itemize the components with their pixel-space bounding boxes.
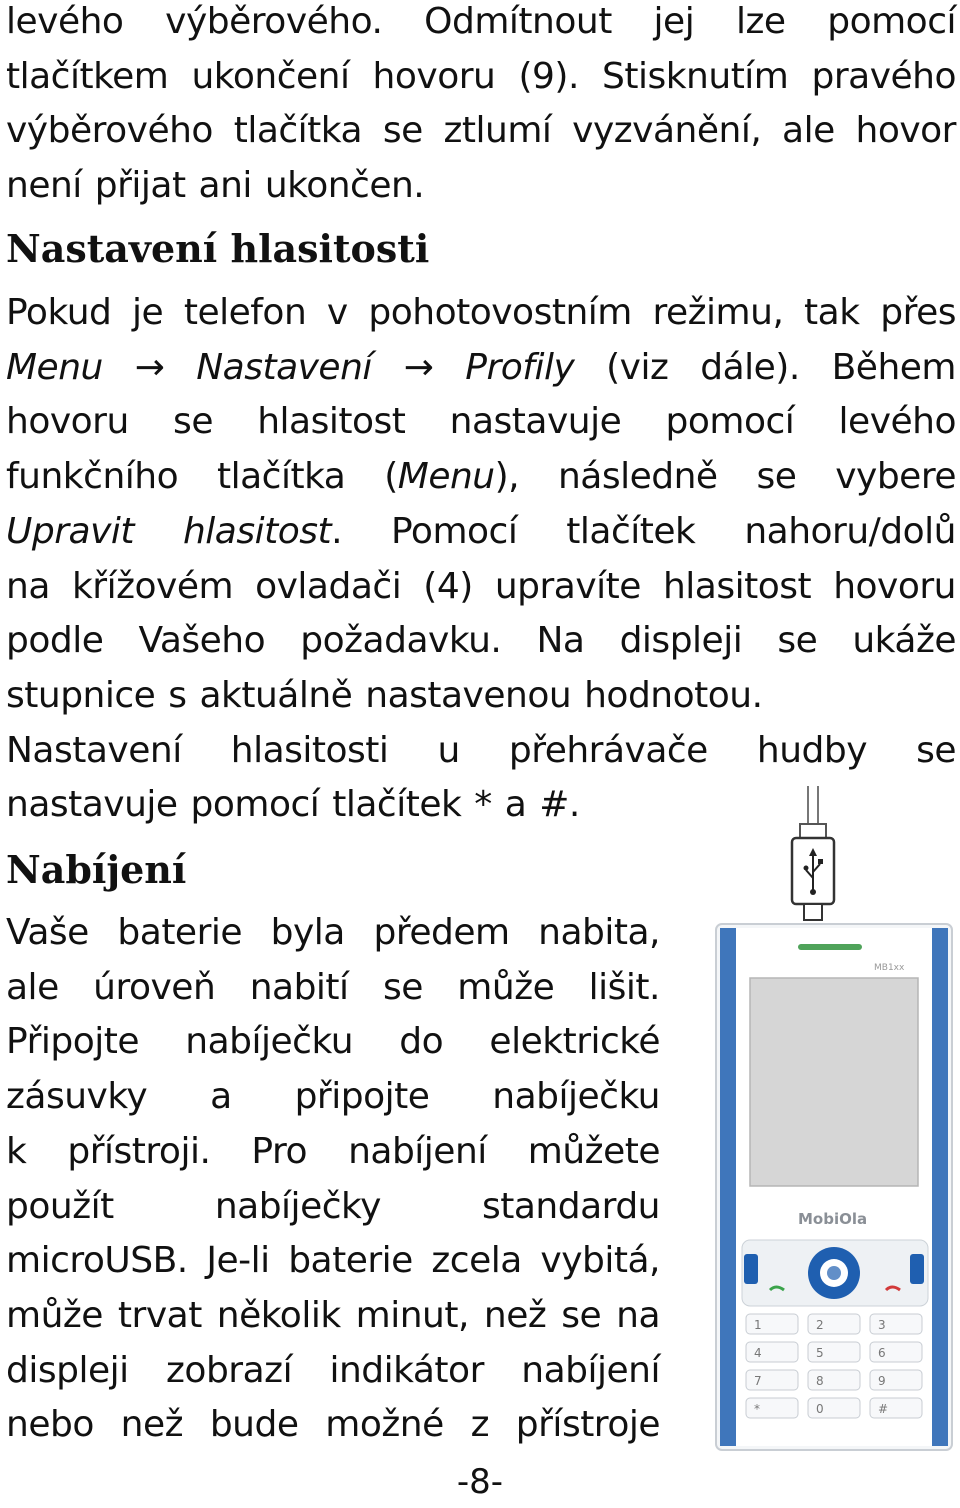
section-heading-charging: Nabíjení — [6, 847, 187, 892]
text-line: na křížovém ovladači (4) upravíte hlasitost hovoru — [6, 565, 956, 607]
text-line: levého výběrového. Odmítnout jej lze pomocí — [6, 1, 956, 42]
phone-charging-illustration — [712, 786, 956, 1454]
text-line: Pokud je telefon v pohotovostním režimu, tak přes — [6, 292, 956, 333]
page-number: -8- — [456, 1462, 504, 1502]
key-label: 2 — [816, 1318, 824, 1332]
text-line: tlačítkem ukončení hovoru (9). Stisknutím pravého — [6, 55, 956, 97]
key-label: 6 — [878, 1346, 886, 1360]
key-label: * — [754, 1402, 760, 1416]
settings-term: Nastavení — [196, 346, 372, 388]
text-line: může trvat několik minut, než se na — [6, 1294, 660, 1336]
key-label: 9 — [878, 1374, 886, 1388]
text-line — [6, 341, 956, 396]
text-line: k přístroji. Pro nabíjení můžete — [6, 1130, 660, 1172]
text-fragment: (viz dále). Během — [606, 346, 956, 388]
text-line: hovoru se hlasitost nastavuje pomocí levého — [6, 401, 956, 443]
text-line: ale úroveň nabití se může lišit. — [6, 966, 660, 1008]
phone-icon — [716, 924, 952, 1450]
volume-paragraph — [6, 286, 956, 833]
key-label: # — [878, 1402, 889, 1416]
key-label: 0 — [816, 1402, 824, 1416]
usb-cable-icon — [792, 786, 834, 920]
brand-logo: MobiOla — [798, 1210, 868, 1228]
text-line: není přijat ani ukončen. — [6, 165, 425, 207]
text-line: microUSB. Je-li baterie zcela vybitá, — [6, 1240, 660, 1282]
key-label: 1 — [754, 1318, 762, 1332]
key-label: 3 — [878, 1318, 886, 1332]
intro-paragraph — [6, 0, 956, 214]
text-line: výběrového tlačítka se ztlumí vyzvánění, ale hovor — [6, 110, 956, 152]
arrow-icon: → — [403, 346, 434, 388]
text-line: displeji zobrazí indikátor nabíjení — [6, 1349, 660, 1391]
key-label: 8 — [816, 1374, 824, 1388]
text-fragment: funkčního tlačítka ( — [6, 456, 398, 498]
model-label: MB1xx — [874, 963, 905, 973]
key-label: 7 — [754, 1374, 762, 1388]
menu-term: Menu — [6, 346, 103, 388]
text-fragment: ), následně se vybere — [494, 456, 956, 498]
profiles-term: Profily — [465, 346, 575, 388]
text-line: Nastavení hlasitosti u přehrávače hudby se — [6, 729, 956, 771]
text-line: nastavuje pomocí tlačítek * a #. — [6, 784, 580, 826]
text-line: zásuvky a připojte nabíječku — [6, 1076, 660, 1118]
charging-paragraph — [6, 906, 660, 1453]
text-line: stupnice s aktuálně nastavenou hodnotou. — [6, 674, 763, 716]
phone-screen — [750, 978, 918, 1186]
text-line: nebo než bude možné z přístroje — [6, 1404, 660, 1446]
text-line: Připojte nabíječku do elektrické — [6, 1021, 660, 1063]
text-line — [6, 450, 956, 505]
adjust-volume-term: Upravit hlasitost — [6, 510, 332, 552]
text-line — [6, 505, 956, 560]
key-label: 5 — [816, 1346, 824, 1360]
arrow-icon: → — [134, 346, 165, 388]
text-line: podle Vašeho požadavku. Na displeji se ukáže — [6, 620, 956, 662]
text-line: Vaše baterie byla předem nabita, — [6, 912, 660, 953]
text-fragment: . Pomocí tlačítek nahoru/dolů — [331, 510, 956, 552]
text-line: použít nabíječky standardu — [6, 1185, 660, 1227]
menu-term: Menu — [397, 456, 495, 498]
section-heading-volume: Nastavení hlasitosti — [6, 226, 430, 271]
key-label: 4 — [754, 1346, 762, 1360]
